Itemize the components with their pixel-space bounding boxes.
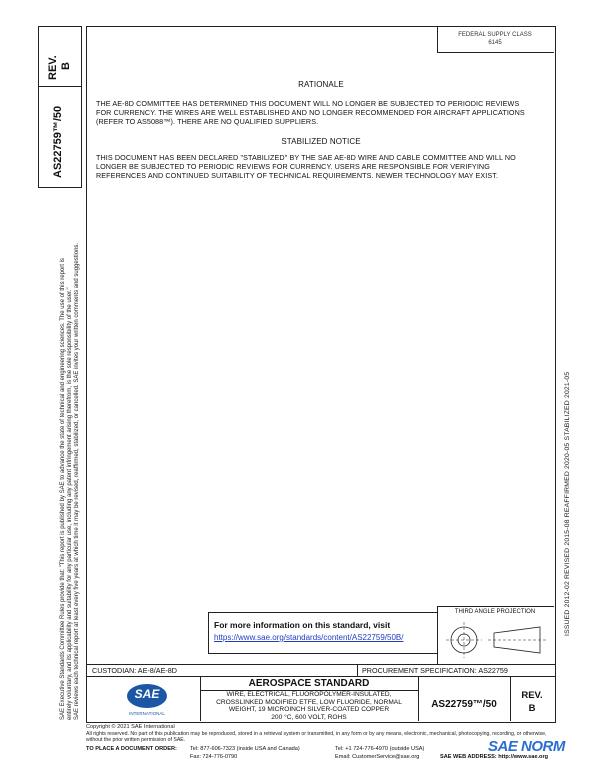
email: Email: CustomerService@sae.org <box>335 754 420 760</box>
left-margin-line1: SAE Executive Standards Committee Rules provide that: "This report is published by SAE to advance the state of technical and engineering sciences. The use of this report is <box>60 258 66 720</box>
desc-line1: WIRE, ELECTRICAL, FLUOROPOLYMER-INSULATED, <box>226 691 392 698</box>
fsc-line2: 6145 <box>488 40 502 46</box>
rationale-heading: RATIONALE <box>298 80 344 89</box>
title-description <box>200 691 418 721</box>
header-rev-value: B <box>60 62 72 70</box>
desc-line2: CROSSLINKED MODIFIED ETFE, LOW FLUORIDE, NORMAL <box>216 698 402 706</box>
sae-logo-text: SAE <box>134 687 160 701</box>
web-address: SAE WEB ADDRESS: http://www.sae.org <box>440 754 549 760</box>
tel-outside: Tel: +1 724-776-4970 (outside USA) <box>335 746 425 752</box>
watermark-sae-norm: SAE NORM <box>488 738 565 755</box>
stabilized-text: THIS DOCUMENT HAS BEEN DECLARED "STABILIZED" BY THE SAE AE-8D WIRE AND CABLE COMMITTEE AND WILL NO LONGER BE SUBJECTED TO PERIODIC REVIEWS FOR CURRENCY. USERS ARE RESPONSIBLE FOR VERIFYING REFERENCES AND CONTINUED SUITABILITY OF TECHNICAL REQUIREMENTS. NEWER TECHNOLOGY MAY EXIST. <box>96 153 516 181</box>
rationale-text: THE AE-8D COMMITTEE HAS DETERMINED THIS DOCUMENT WILL NO LONGER BE SUBJECTED TO PERIODIC REVIEWS FOR CURRENCY. THE WIRES ARE WELL ESTABLISHED AND NO LONGER RECOMMENDED FOR AIRCRAFT APPLICATIONS (REFER TO AS5088™). THERE ARE NO QUALIFIED SUPPLIERS. <box>96 99 525 127</box>
title-spec-number: AS22759™/50 <box>431 699 497 710</box>
header-rev-label: REV. <box>47 55 59 80</box>
desc-line4: 200 °C, 600 VOLT, ROHS <box>271 713 347 721</box>
order-label: TO PLACE A DOCUMENT ORDER: <box>86 746 177 752</box>
custodian: CUSTODIAN: AE-8/AE-8D <box>92 666 177 675</box>
stabilized-heading: STABILIZED NOTICE <box>281 137 361 146</box>
rights-notice: All rights reserved. No part of this publication may be reproduced, stored in a retrieval system or transmitted, in any form or by any means, electronic, mechanical, photocopying, recording, or otherwise, without the prior written permission of SAE. <box>86 731 547 744</box>
fax: Fax: 724-776-0790 <box>190 754 238 760</box>
desc-line3: WEIGHT, 19 MICROINCH SILVER-COATED COPPER <box>228 706 390 714</box>
title-rev-label: REV. <box>521 690 543 701</box>
copyright: Copyright © 2021 SAE International <box>86 724 175 730</box>
sae-logo <box>126 683 168 709</box>
procurement-spec: PROCUREMENT SPECIFICATION: AS22759 <box>362 666 508 675</box>
left-margin-line3: SAE reviews each technical report at least every five years at which time it may be revised, reaffirmed, stabilized, or cancelled. SAE invites your written comments and suggestions. <box>74 242 80 720</box>
aerospace-standard-heading: AEROSPACE STANDARD <box>248 678 370 689</box>
projection-label: THIRD ANGLE PROJECTION <box>454 609 536 615</box>
title-rev-value: B <box>528 703 536 714</box>
revision-history: ISSUED 2012-02 REVISED 2015-08 REAFFIRMED 2020-05 STABILIZED 2021-05 <box>564 371 571 636</box>
standard-link[interactable]: https://www.sae.org/standards/content/AS22759/50B/ <box>214 633 404 642</box>
left-margin-line2: entirely voluntary, and its applicability and suitability for any particular use, including any patent infringement arising therefrom, is the sole responsibility of the user." <box>67 287 73 720</box>
projection-symbol-icon <box>442 618 550 662</box>
tel-inside: Tel: 877-606-7323 (inside USA and Canada) <box>190 746 300 752</box>
header-spec-number: AS22759™/50 <box>52 105 64 178</box>
fsc-line1: FEDERAL SUPPLY CLASS <box>458 32 532 38</box>
info-line: For more information on this standard, visit <box>214 620 391 630</box>
sae-logo-sub: INTERNATIONAL <box>129 711 165 716</box>
